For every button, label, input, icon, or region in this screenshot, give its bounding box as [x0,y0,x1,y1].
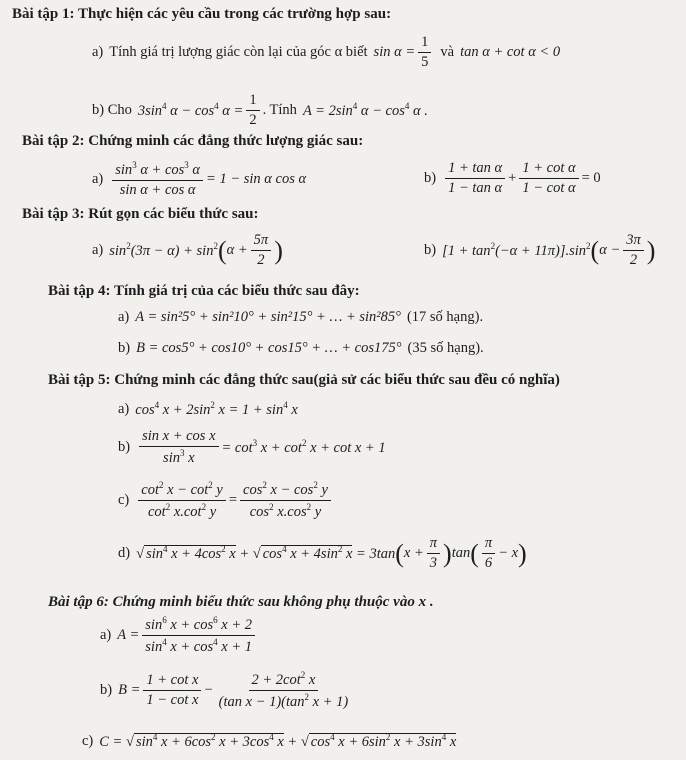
exercise-3a: a) $\sin^2(3\pi - \alpha) + \sin^2$ ( α + $\frac{5\pi}{2}$ ) [92,232,283,268]
exercise-5a-label: a) [118,400,130,417]
exercise-4a-expr: A = sin²5° + sin²10° + sin²15° + … + sin²85° [135,309,401,325]
exercise-3b-label: b) [424,242,437,258]
exercise-6b: b) B = $\frac{\text{1 + cot x}}{\text{1 − cot x}}$ − $\frac{2 + 2\cot^2 x}{(\tan x - 1)(\tan^2 x + 1)}$ [100,670,349,710]
exercise-4a [118,309,483,326]
exercise-3a-label: a) [92,242,104,258]
exercise-2-title: Bài tập 2: Chứng minh các đẳng thức lượng giác sau: [22,133,364,149]
exercise-2b-label: b) [424,170,437,186]
exercise-4b-note: (35 số hạng). [407,340,484,356]
exercise-4a-note: (17 số hạng). [406,309,484,325]
exercise-1b-label: b) Cho [92,102,132,118]
exercise-6c: c) C = √ $\sin^4 x + 6\cos^2$ $x + 3\cos^4$ x + √ $\cos^4 x + 6\sin^2$ $x + 3\sin^4$ x [82,732,457,750]
exercise-4b-expr: B = cos5° + cos10° + cos15° + … + cos175° [136,340,402,356]
exercise-6b-label: b) [100,681,113,698]
exercise-4a-label: a) [118,309,130,325]
exercise-2a-label: a) [92,170,104,187]
exercise-5c-label: c) [118,491,130,508]
exercise-6a: a) A = $\frac{\sin^6 x + \cos^6 x + 2}{\sin^4 x + \cos^4 x + 1}$ [100,615,258,656]
exercise-1a: a) Tính giá trị lượng giác còn lại của góc α biết sin α = $\frac{1}{5}$ và tan α + cot α < 0 [92,34,561,70]
exercise-4b [118,340,484,357]
exercise-5b-label: b) [118,438,131,455]
exercise-4b-label: b) [118,340,131,356]
exercise-3-title: Bài tập 3: Rút gọn các biểu thức sau: [22,206,259,222]
exercise-5b: b) $\frac{\text{sin x + cos x}}{\sin^3 x}$ = $\cot^3 x + \cot^2 x + \cot x + 1$ [118,428,386,466]
exercise-3b: b) $[1 + \tan^2(-\alpha + 11\pi)].\sin^2$ ( α − $\frac{3\pi}{2}$ ) [424,232,656,268]
exercise-1b-ask: . Tính [262,102,297,118]
exercise-1-title: Bài tập 1: Thực hiện các yêu cầu trong các trường hợp sau: [12,6,392,22]
exercise-1b: b) Cho $3\sin^4$ $\alpha - \cos^4 \alpha$ = $\frac{1}{2}$ . Tính $A = 2\sin^4$ $\alpha - \cos^4 \alpha$ . [92,92,428,128]
exercise-5a: a) $\cos^4 x + 2\sin^2$ $x = 1 + \sin^4 x$ [118,400,298,418]
exercise-6a-label: a) [100,626,112,643]
exercise-2a: a) $\frac{\sin^3 \alpha + \cos^3 \alpha}{\text{sin α + cos α}}$ = 1 − sin α cos α [92,160,307,198]
exercise-5c: c) $\frac{\cot^2 x - \cot^2 y}{\cot^2 x.\cot^2 y}$ = $\frac{\cos^2 x - \cos^2 y}{\cos^2 x.\cos^2 y}$ [118,480,334,521]
exercise-5-title: Bài tập 5: Chứng minh các đẳng thức sau(giả sử các biểu thức sau đều có nghĩa) [48,372,560,388]
exercise-5d: d) √ $\sin^4 x + 4\cos^2$ x + √ $\cos^4 x + 4\sin^2$ x = 3tan ( x + $\frac{\pi}{3}$ ) tan ( $\frac{\pi}{6}$ − x ) [118,535,527,571]
exercise-2b: b) $\frac{\text{1 + tan α}}{\text{1 − tan α}}$ + $\frac{\text{1 + cot α}}{\text{1 − cot α}}$ = 0 [424,160,601,196]
exercise-4-title: Bài tập 4: Tính giá trị của các biểu thức sau đây: [48,283,360,299]
exercise-6c-label: c) [82,732,94,749]
exercise-1a-label: a) [92,44,104,60]
exercise-5d-label: d) [118,545,131,561]
exercise-1a-text: Tính giá trị lượng giác còn lại của góc α biết [109,44,368,60]
exercise-6-title: Bài tập 6: Chứng minh biểu thức sau không phụ thuộc vào x . [48,594,434,610]
